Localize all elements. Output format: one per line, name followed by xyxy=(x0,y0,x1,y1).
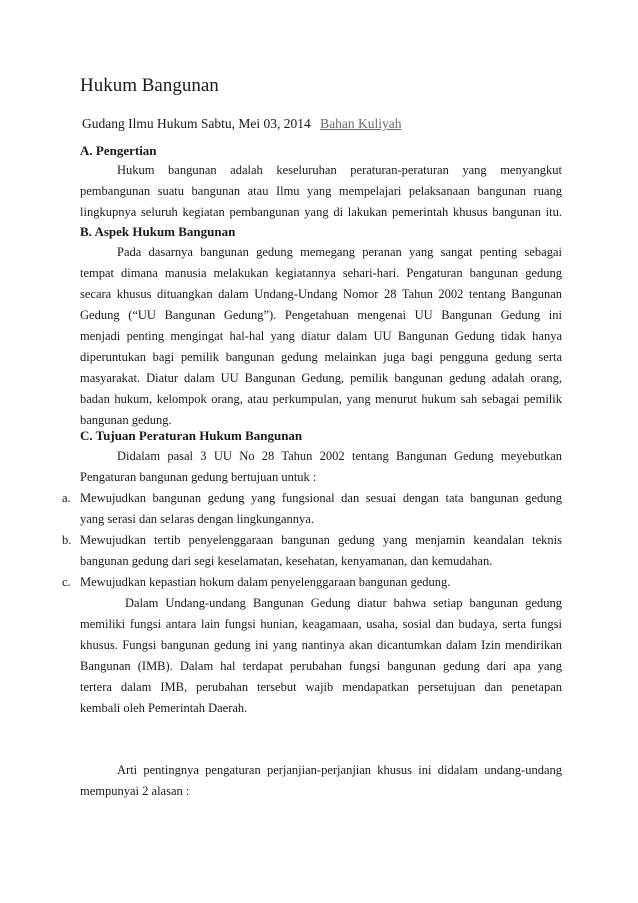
paragraph-line: Arti pentingnya pengaturan perjanjian-perjanjian khusus ini didalam undang-undang xyxy=(117,763,562,777)
paragraph-line: badan hukum, kelompok orang, atau perkumpulan, yang menurut hukum sah sebagai pemilik xyxy=(80,392,562,406)
paragraph-line: memiliki fungsi antara lain fungsi hunian, keagamaan, usaha, sosial dan budaya, serta fungsi xyxy=(80,617,562,631)
section-c-heading: C. Tujuan Peraturan Hukum Bangunan xyxy=(80,428,303,443)
paragraph-line: Pengaturan bangunan gedung bertujuan untuk : xyxy=(80,470,317,484)
list-item-line: yang serasi dan selaras dengan lingkungannya. xyxy=(80,512,314,526)
paragraph-line: Pada dasarnya bangunan gedung memegang peranan yang sangat penting sebagai xyxy=(117,245,562,259)
list-item-line: Mewujudkan tertib penyelenggaraan bangunan gedung yang menjamin keandalan teknis xyxy=(80,533,562,547)
paragraph-line: secara khusus dituangkan dalam Undang-Undang Nomor 28 Tahun 2002 tentang Bangunan xyxy=(80,287,562,301)
paragraph-line: Bangunan (IMB). Dalam hal terdapat perubahan fungsi bangunan gedung dari apa yang xyxy=(80,659,562,673)
document-title: Hukum Bangunan xyxy=(80,75,219,96)
paragraph-line: menjadi penting mengingat hal-hal yang diatur dalam UU Bangunan Gedung tidak hanya xyxy=(80,329,562,343)
list-marker: b. xyxy=(62,533,72,547)
section-a-heading: A. Pengertian xyxy=(80,143,157,158)
paragraph-line: Gedung (“UU Bangunan Gedung”). Pengetahuan mengenai UU Bangunan Gedung ini xyxy=(80,308,562,322)
paragraph-line: lingkupnya seluruh kegiatan pembangunan yang di lakukan pemerintah khusus bangunan itu. xyxy=(80,205,562,219)
list-item-line: Mewujudkan kepastian hokum dalam penyelenggaraan bangunan gedung. xyxy=(80,575,451,589)
paragraph-line: mempunyai 2 alasan : xyxy=(80,784,190,798)
paragraph-line: kembali oleh Pemerintah Daerah. xyxy=(80,701,248,715)
paragraph-line: pembangunan suatu bangunan atau Ilmu yang mempelajari pelaksanaan bangunan ruang xyxy=(80,184,562,198)
paragraph-line: Hukum bangunan adalah keseluruhan peraturan-peraturan yang menyangkut xyxy=(117,163,562,177)
list-item-line: Mewujudkan bangunan gedung yang fungsional dan sesuai dengan tata bangunan gedung xyxy=(80,491,562,505)
list-marker: c. xyxy=(62,575,71,589)
paragraph-line: Dalam Undang-undang Bangunan Gedung diatur bahwa setiap bangunan gedung xyxy=(125,596,562,610)
paragraph-line: khusus. Fungsi bangunan gedung ini yang nantinya akan dicantumkan dalam Izin mendirikan xyxy=(80,638,562,652)
list-item-line: bangunan gedung dari segi keselamatan, kesehatan, kenyamanan, dan kemudahan. xyxy=(80,554,493,568)
post-meta xyxy=(82,116,401,132)
section-b-heading: B. Aspek Hukum Bangunan xyxy=(80,224,236,239)
paragraph-line: tempat dimana manusia melakukan kegiatannya sehari-hari. Pengaturan bangunan gedung xyxy=(80,266,562,280)
paragraph-line: tertera dalam IMB, perubahan tersebut wajib mendapatkan persetujuan dan penetapan xyxy=(80,680,562,694)
list-marker: a. xyxy=(62,491,71,505)
paragraph-line: bangunan gedung. xyxy=(80,413,172,427)
post-meta-text: Gudang Ilmu Hukum Sabtu, Mei 03, 2014 xyxy=(82,116,311,131)
paragraph-line: diperuntukan bagi pemilik bangunan gedung melainkan juga bagi pengguna gedung serta xyxy=(80,350,562,364)
category-link[interactable]: Bahan Kuliyah xyxy=(320,116,402,131)
paragraph-line: Didalam pasal 3 UU No 28 Tahun 2002 tentang Bangunan Gedung meyebutkan xyxy=(117,449,562,463)
paragraph-line: masyarakat. Diatur dalam UU Bangunan Gedung, pemilik bangunan gedung adalah orang, xyxy=(80,371,562,385)
